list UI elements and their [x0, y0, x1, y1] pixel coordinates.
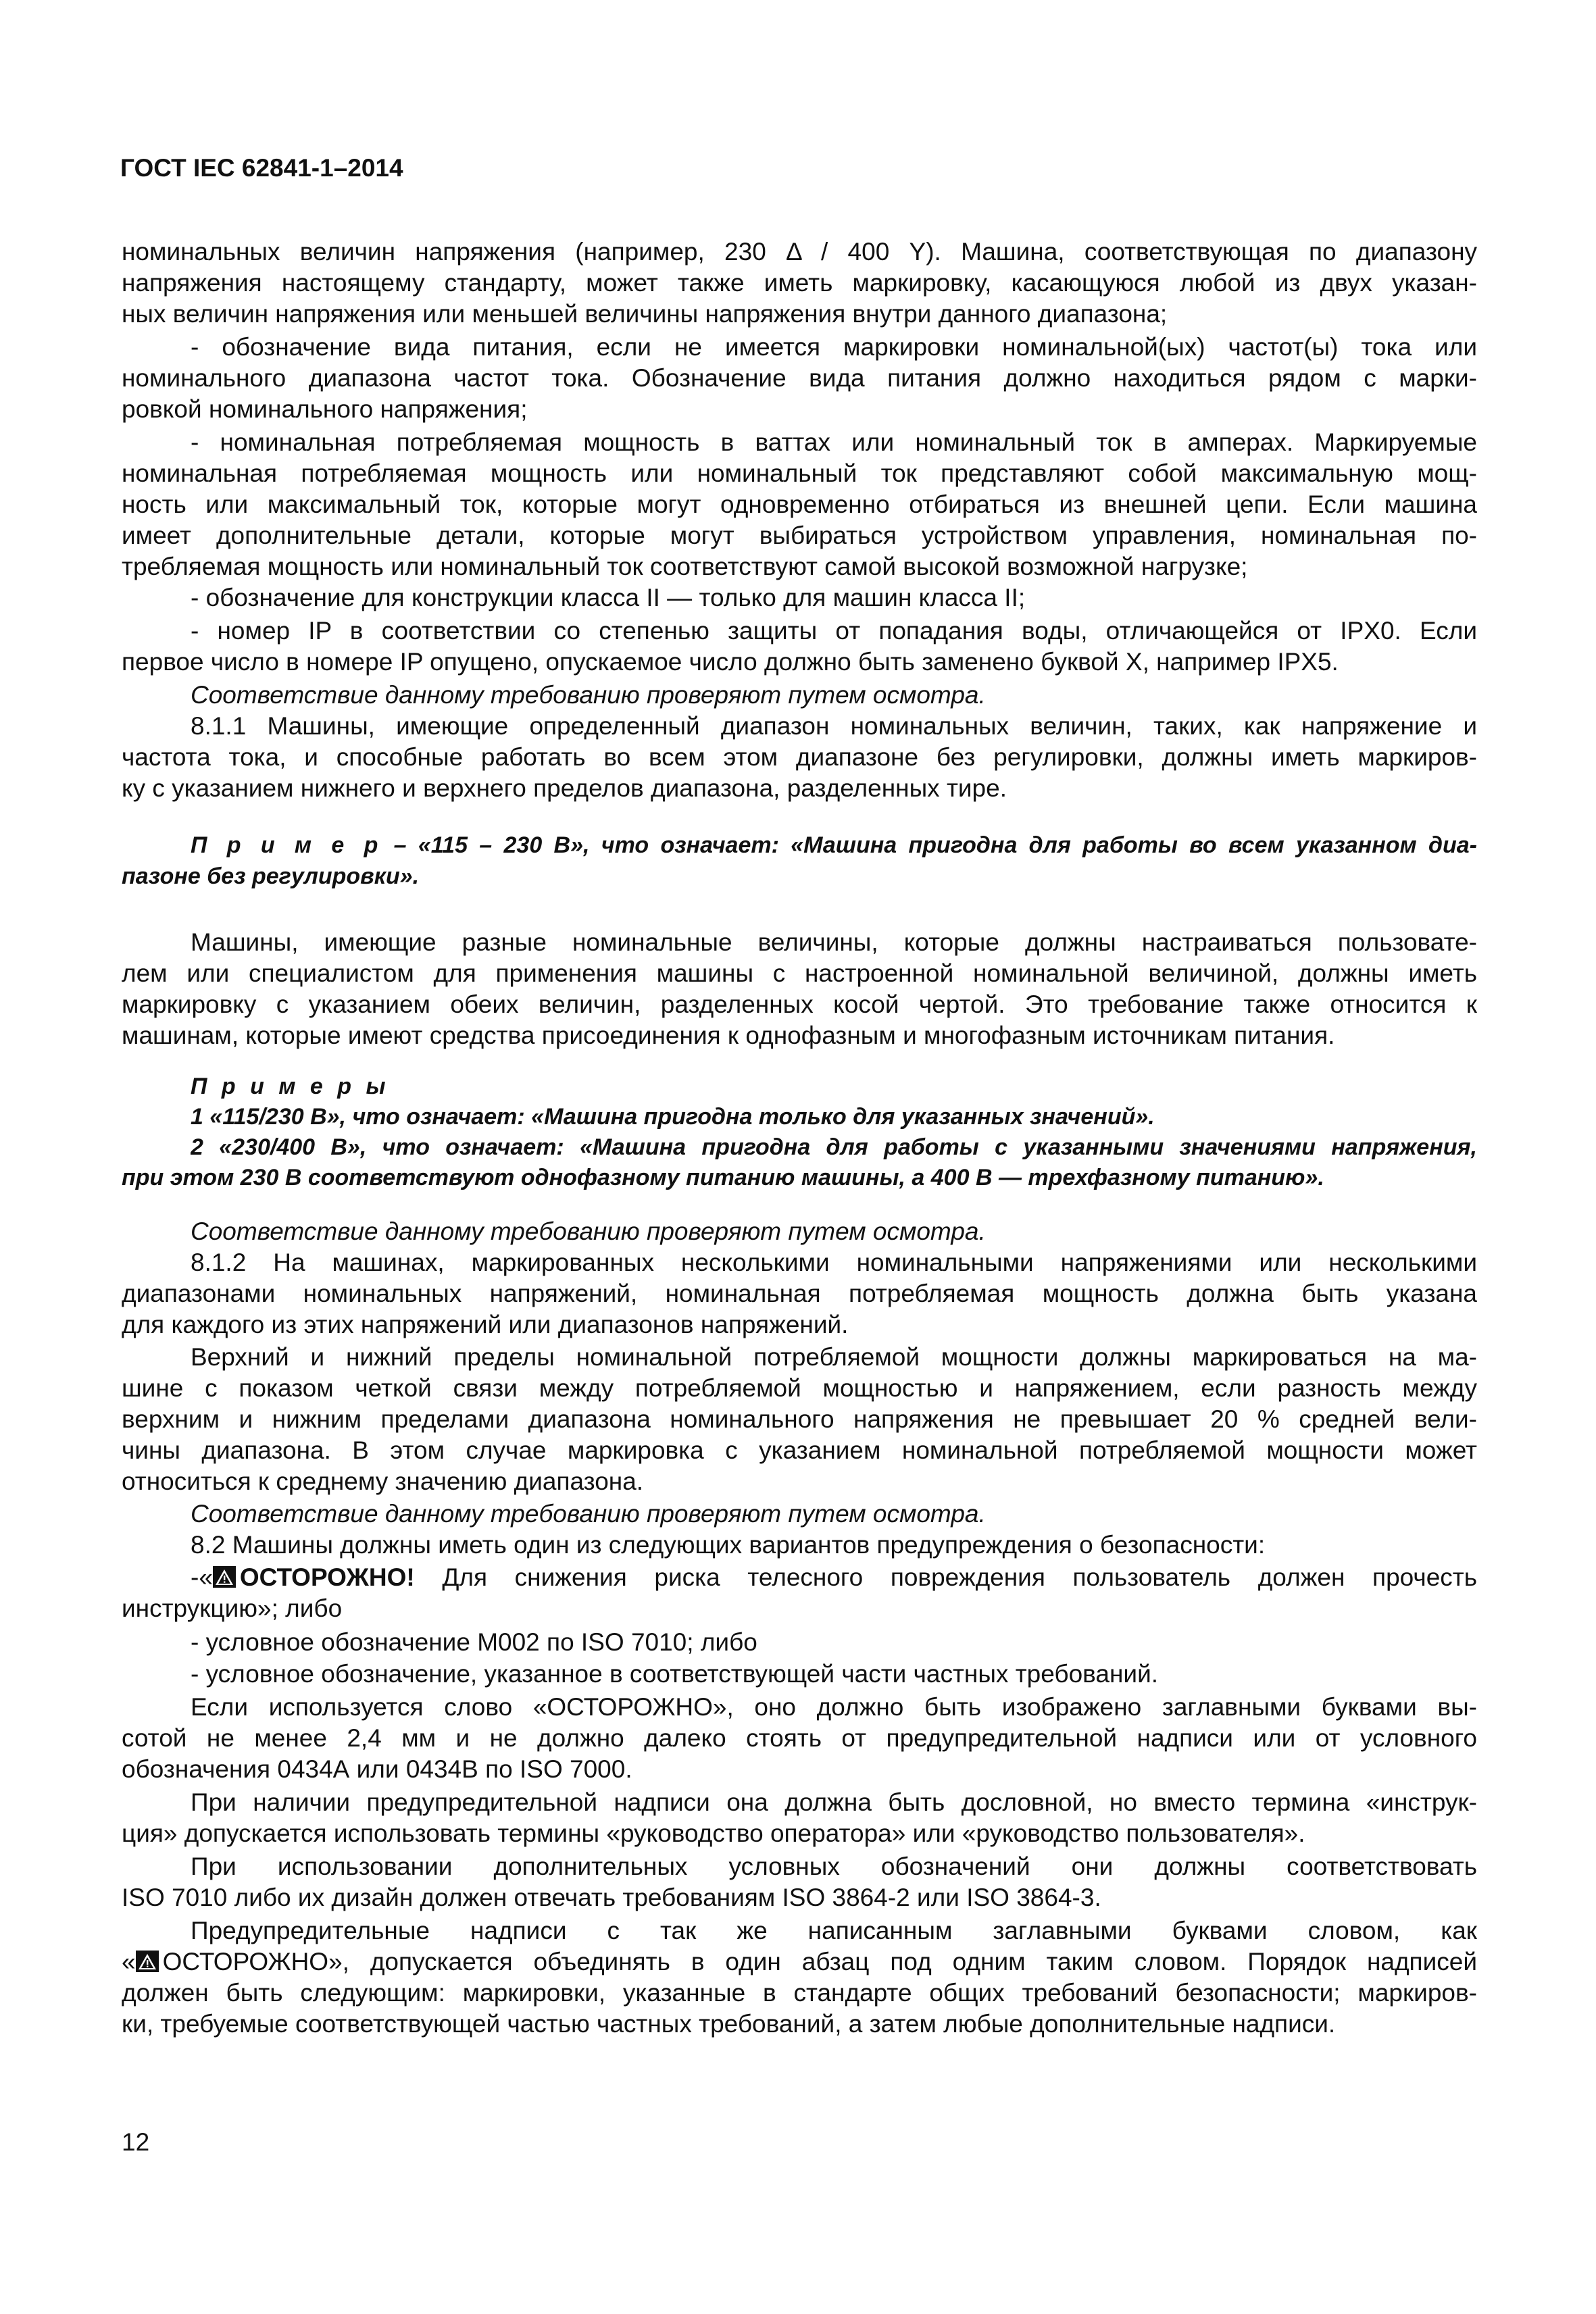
example-line: 2 «230/400 В», что означает: «Машина пригодна для работы с указанными значениями напряжения,	[191, 1134, 1477, 1160]
text-line: При использовании дополнительных условных обозначений они должны соответствовать	[191, 1853, 1477, 1880]
text-line: Верхний и нижний пределы номинальной потребляемой мощности должны маркироваться на ма-	[191, 1343, 1477, 1371]
text-line: ных величин напряжения или меньшей величины напряжения внутри данного диапазона;	[122, 300, 1168, 328]
text-line: - номинальная потребляемая мощность в ваттах или номинальный ток в амперах. Маркируемые	[191, 428, 1477, 456]
warning-text: Для снижения риска телесного повреждения пользователь должен прочесть	[442, 1563, 1477, 1591]
warning-line	[191, 1562, 1477, 1593]
text-line: Машины, имеющие разные номинальные величины, которые должны настраиваться пользовате-	[191, 928, 1477, 956]
text-line: чины диапазона. В этом случае маркировка с указанием номинальной потребляемой мощности может	[122, 1436, 1477, 1464]
example-line: пазоне без регулировки».	[122, 863, 420, 889]
conformity-note: Соответствие данному требованию проверяют путем осмотра.	[191, 1217, 986, 1245]
example-text: – «115 – 230 В», что означает: «Машина пригодна для работы во всем указанном диа-	[393, 832, 1477, 858]
text-line: относиться к среднему значению диапазона.	[122, 1467, 644, 1495]
warning-word: ОСТОРОЖНО!	[239, 1563, 415, 1591]
text-line: сотой не менее 2,4 мм и не должно далеко стоять от предупредительной надписи или от условного	[122, 1724, 1477, 1752]
text-line: - условное обозначение, указанное в соответствующей части частных требований.	[191, 1660, 1159, 1688]
text-line: ки, требуемые соответствующей частью частных требований, а затем любые дополнительные надписи.	[122, 2010, 1336, 2038]
text-line: номинальных величин напряжения (например, 230 Δ / 400 Y). Машина, соответствующая по диапазону	[122, 238, 1477, 266]
examples-label-text: П р и м е р ы	[191, 1074, 390, 1099]
warning-prefix: -«	[191, 1563, 213, 1591]
text-line: напряжения настоящему стандарту, может также иметь маркировку, касающуюся любой из двух указан-	[122, 269, 1477, 297]
text-line: номинальная потребляемая мощность или номинальный ток представляют собой максимальную мощ-	[122, 459, 1477, 487]
text-line: шине с показом четкой связи между потребляемой мощностью и напряжением, если разность между	[122, 1374, 1477, 1402]
text-line: номинального диапазона частот тока. Обозначение вида питания должно находиться рядом с марки-	[122, 364, 1477, 392]
text-line: Предупредительные надписи с так же написанным заглавными буквами словом, как	[191, 1917, 1477, 1944]
text-line: для каждого из этих напряжений или диапазонов напряжений.	[122, 1311, 849, 1338]
warning-text: ОСТОРОЖНО», допускается объединять в один абзац под одним таким словом. Порядок надписей	[162, 1948, 1477, 1976]
text-line: требляемая мощность или номинальный ток соответствуют самой высокой возможной нагрузке;	[122, 553, 1248, 580]
example-line: 1 «115/230 В», что означает: «Машина пригодна только для указанных значений».	[191, 1104, 1155, 1130]
text-line: диапазонами номинальных напряжений, номинальная потребляемая мощность должна быть указана	[122, 1280, 1477, 1307]
text-line: ность или максимальный ток, которые могут одновременно отбираться из внешней цепи. Если машина	[122, 491, 1477, 518]
text-line: должен быть следующим: маркировки, указанные в стандарте общих требований безопасности; маркиров-	[122, 1979, 1477, 2007]
warning-line-2	[122, 1946, 1477, 1978]
text-line: 8.2 Машины должны иметь один из следующих вариантов предупреждения о безопасности:	[191, 1531, 1266, 1559]
text-line: 8.1.2 На машинах, маркированных несколькими номинальными напряжениями или несколькими	[191, 1249, 1477, 1276]
conformity-note: Соответствие данному требованию проверяют путем осмотра.	[191, 1500, 986, 1528]
text-line: инструкцию»; либо	[122, 1594, 343, 1622]
text-line: - обозначение вида питания, если не имеется маркировки номинальной(ых) частот(ы) тока или	[191, 333, 1477, 361]
text-line: - номер IP в соответствии со степенью защиты от попадания воды, отличающейся от IPX0. Если	[191, 617, 1477, 645]
text-line: При наличии предупредительной надписи она должна быть дословной, но вместо термина «инструк-	[191, 1788, 1477, 1816]
text-line: машинам, которые имеют средства присоединения к однофазным и многофазным источникам питания.	[122, 1022, 1335, 1049]
text-line: маркировку с указанием обеих величин, разделенных косой чертой. Это требование также относится к	[122, 990, 1477, 1018]
text-line: обозначения 0434А или 0434В по ISO 7000.	[122, 1755, 632, 1783]
example-line	[191, 830, 1477, 861]
text-line: ция» допускается использовать термины «руководство оператора» или «руководство пользователя».	[122, 1819, 1305, 1847]
text-line: имеет дополнительные детали, которые могут выбираться устройством управления, номинальная по-	[122, 522, 1477, 549]
conformity-note: Соответствие данному требованию проверяют путем осмотра.	[191, 681, 986, 709]
warning-triangle-icon	[213, 1566, 236, 1588]
text-line: 8.1.1 Машины, имеющие определенный диапазон номинальных величин, таких, как напряжение и	[191, 712, 1477, 740]
text-line: ровкой номинального напряжения;	[122, 395, 528, 423]
example-label: П р и м е р	[191, 832, 382, 858]
warning-prefix: «	[122, 1948, 136, 1976]
text-line: первое число в номере IP опущено, опускаемое число должно быть заменено буквой X, например IPX5.	[122, 648, 1339, 676]
text-line: частота тока, и способные работать во всем этом диапазоне без регулировки, должны иметь маркиров-	[122, 743, 1477, 771]
page-number: 12	[122, 2128, 150, 2156]
text-line: ку с указанием нижнего и верхнего пределов диапазона, разделенных тире.	[122, 774, 1007, 802]
text-line: - обозначение для конструкции класса II — только для машин класса II;	[191, 584, 1026, 611]
examples-label	[191, 1071, 1477, 1102]
document-header: ГОСТ IEC 62841-1–2014	[120, 154, 403, 182]
text-line: лем или специалистом для применения машины с настроенной номинальной величиной, должны иметь	[122, 959, 1477, 987]
warning-triangle-icon	[136, 1951, 159, 1972]
example-line: при этом 230 В соответствуют однофазному питанию машины, а 400 В — трехфазному питанию».	[122, 1165, 1324, 1190]
text-line: - условное обозначение M002 по ISO 7010; либо	[191, 1628, 757, 1656]
text-line: ISO 7010 либо их дизайн должен отвечать требованиям ISO 3864-2 или ISO 3864-3.	[122, 1884, 1101, 1911]
text-line: Если используется слово «ОСТОРОЖНО», оно должно быть изображено заглавными буквами вы-	[191, 1693, 1477, 1721]
text-line: верхним и нижним пределами диапазона номинального напряжения не превышает 20 % средней вели-	[122, 1405, 1477, 1433]
